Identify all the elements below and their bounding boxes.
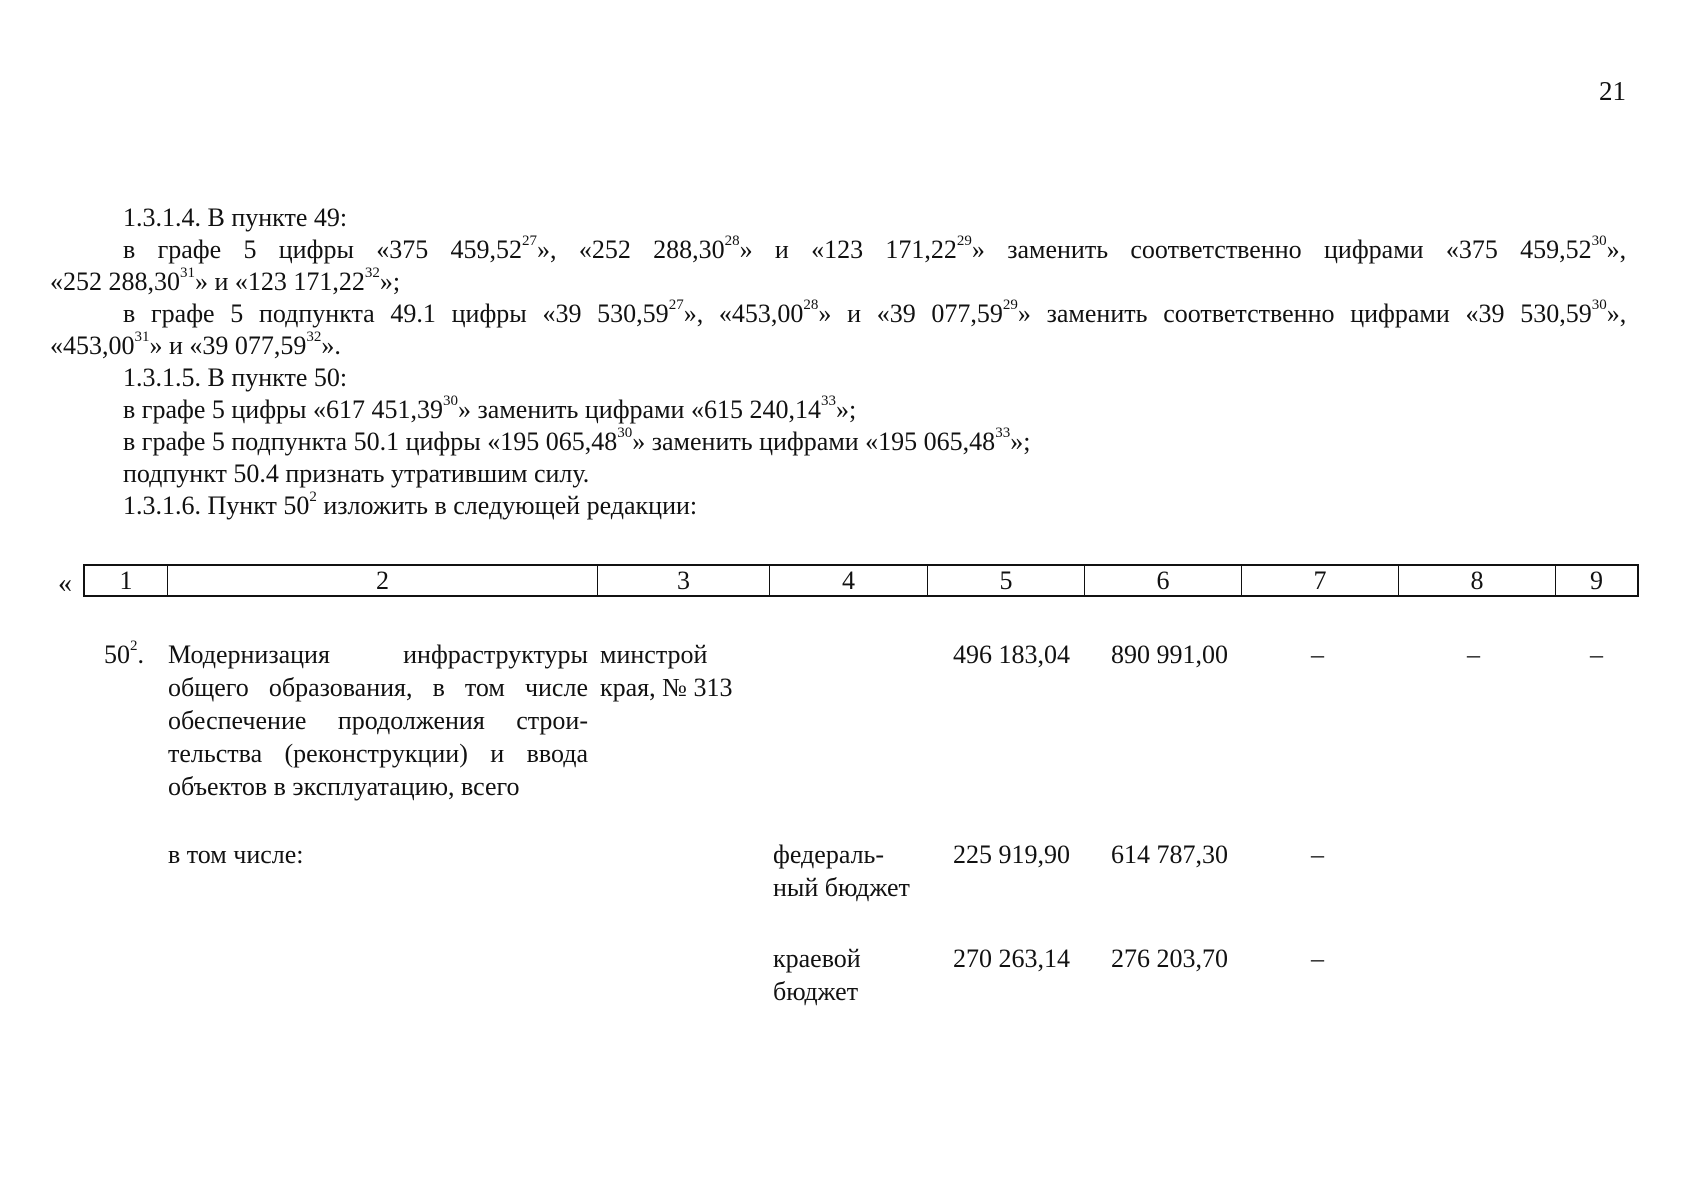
row-regional-col7: – (1311, 944, 1324, 973)
footnote-ref: 30 (443, 393, 459, 410)
row-name (168, 638, 588, 803)
column-number-7: 7 (1242, 566, 1399, 595)
row-regional-source (773, 942, 861, 1008)
text-run: соответственно (1130, 235, 1302, 264)
text-run: в графе 5 подпункта 50.1 цифры «195 065,48$^{30}$» заменить цифрами «195 065,48 (123, 425, 996, 456)
text-run: «453,00$^{28}$» (718, 297, 832, 328)
column-number-4: 4 (770, 566, 928, 595)
paragraph-column5-p50 (123, 394, 856, 426)
row-executor-line: минстрой (600, 640, 708, 669)
row-federal-col5: 225 919,90 (953, 840, 1070, 869)
text-run: «39 077,59$^{29}$» (876, 297, 1031, 328)
text-run: $^{32}$». (306, 329, 341, 360)
row-federal-col6: 614 787,30 (1111, 840, 1228, 869)
footnote-ref: 31 (134, 329, 150, 346)
row-federal-col7: – (1311, 840, 1324, 869)
row-name-line: обеспечение продолжения строи- (168, 706, 588, 735)
row-main-col5: 496 183,04 (953, 640, 1070, 669)
footnote-ref: 27 (668, 297, 684, 314)
column-number-5: 5 (928, 566, 1085, 595)
text-run: 5 (243, 235, 257, 264)
footnote-ref: 31 (180, 265, 195, 282)
text-run: «375 459,52$^{27}$», (376, 233, 557, 264)
footnote-ref: 28 (724, 233, 740, 250)
footnote-ref: 2 (309, 489, 317, 506)
text-run: графе (150, 299, 215, 328)
text-run: в (123, 235, 136, 264)
paragraph-1-3-1-6 (123, 490, 697, 522)
row-federal-source (773, 838, 910, 904)
text-run: 5 (230, 299, 244, 328)
column-number-6: 6 (1085, 566, 1242, 595)
footnote-ref: 33 (995, 425, 1011, 442)
row-name-line: тельства (реконструкции) и ввода (168, 739, 588, 768)
row-name-line: общего образования, в том числе (168, 673, 588, 702)
row-main-col9: – (1590, 640, 1603, 669)
row-regional-col6: 276 203,70 (1111, 944, 1228, 973)
text-run: в (123, 299, 136, 328)
footnote-ref: 29 (956, 233, 972, 250)
paragraph-1-3-1-4: 1.3.1.4. В пункте 49: (123, 203, 348, 232)
table-column-numbers-header (83, 564, 1639, 597)
text-run: «252 288,30$^{28}$» (578, 233, 753, 264)
text-run: «252 288,30$^{31}$» и «123 171,22 (50, 265, 365, 296)
row-main-col6: 890 991,00 (1111, 640, 1228, 669)
text-run: «123 171,22$^{29}$» (811, 233, 985, 264)
paragraph-p50-4-void: подпункт 50.4 признать утратившим силу. (123, 459, 590, 488)
paragraph-column5-p49-1-line2 (50, 330, 341, 362)
text-run: заменить (1007, 235, 1109, 264)
row-regional-source-line: бюджет (773, 977, 859, 1006)
footnote-ref: 29 (1002, 297, 1018, 314)
row-main-col8: – (1467, 640, 1480, 669)
text-run: $^{33}$»; (820, 393, 857, 424)
paragraph-column5-p49-line2 (50, 266, 400, 298)
table-open-quote: « (58, 568, 72, 599)
footnote-ref: 33 (820, 393, 836, 410)
paragraph-column5-p49-1-line1 (123, 298, 1626, 330)
text-run: «39 530,59$^{30}$», (1465, 297, 1627, 328)
text-run: «453,00$^{31}$» и «39 077,59 (50, 329, 307, 360)
row-federal-source-line: ный бюджет (773, 873, 910, 902)
text-run: заменить (1046, 299, 1148, 328)
footnote-ref: 30 (1591, 297, 1607, 314)
text-run: соответственно (1163, 299, 1335, 328)
text-run: «39 530,59$^{27}$», (542, 297, 704, 328)
text-run: и (774, 235, 789, 264)
column-number-9: 9 (1590, 565, 1603, 595)
row-main-col7: – (1311, 640, 1324, 669)
row-name-line: объектов в эксплуатацию, всего (168, 772, 520, 801)
column-number-1: 1 (85, 566, 168, 595)
row-name-line: Модернизация инфраструктуры (168, 640, 588, 669)
column-number-2: 2 (168, 566, 598, 595)
text-run: цифры (451, 299, 527, 328)
text-run: цифры (278, 235, 354, 264)
paragraph-1-3-1-5: 1.3.1.5. В пункте 50: (123, 363, 348, 392)
row-regional-source-line: краевой (773, 944, 861, 973)
text-run: и (847, 299, 862, 328)
row-executor-line: края, № 313 (600, 673, 733, 702)
text-run: графе (157, 235, 222, 264)
text-run: 49.1 (390, 299, 436, 328)
text-run: $^{32}$»; (364, 265, 401, 296)
column-number-3: 3 (598, 566, 770, 595)
row-executor (600, 638, 732, 704)
footnote-ref: 27 (522, 233, 538, 250)
footnote-ref: 32 (306, 329, 322, 346)
column-number-8: 8 (1399, 566, 1556, 595)
text-run: 1.3.1.6. Пункт $50^2$ изложить в следующей редакции: (123, 489, 698, 520)
row-regional-col5: 270 263,14 (953, 944, 1070, 973)
text-run: «375 459,52$^{30}$», (1445, 233, 1627, 264)
text-run: $^{33}$»; (995, 425, 1031, 456)
footnote-ref: 28 (803, 297, 819, 314)
footnote-ref: 32 (364, 265, 380, 282)
row-including-label: в том числе: (168, 840, 304, 869)
row-number: $50^2$. (104, 638, 144, 669)
row-federal-source-line: федераль- (773, 840, 885, 869)
paragraph-column5-p50-1 (123, 426, 1030, 458)
text-run: в графе 5 цифры «617 451,39$^{30}$» заменить цифрами «615 240,14 (123, 393, 821, 424)
text-run: подпункта (258, 299, 375, 328)
footnote-ref: 30 (1591, 233, 1607, 250)
text-run: цифрами (1350, 299, 1450, 328)
page-number: 21 (1599, 76, 1626, 106)
text-run: цифрами (1323, 235, 1424, 264)
footnote-ref: 30 (617, 425, 633, 442)
paragraph-column5-p49-line1 (123, 234, 1626, 266)
